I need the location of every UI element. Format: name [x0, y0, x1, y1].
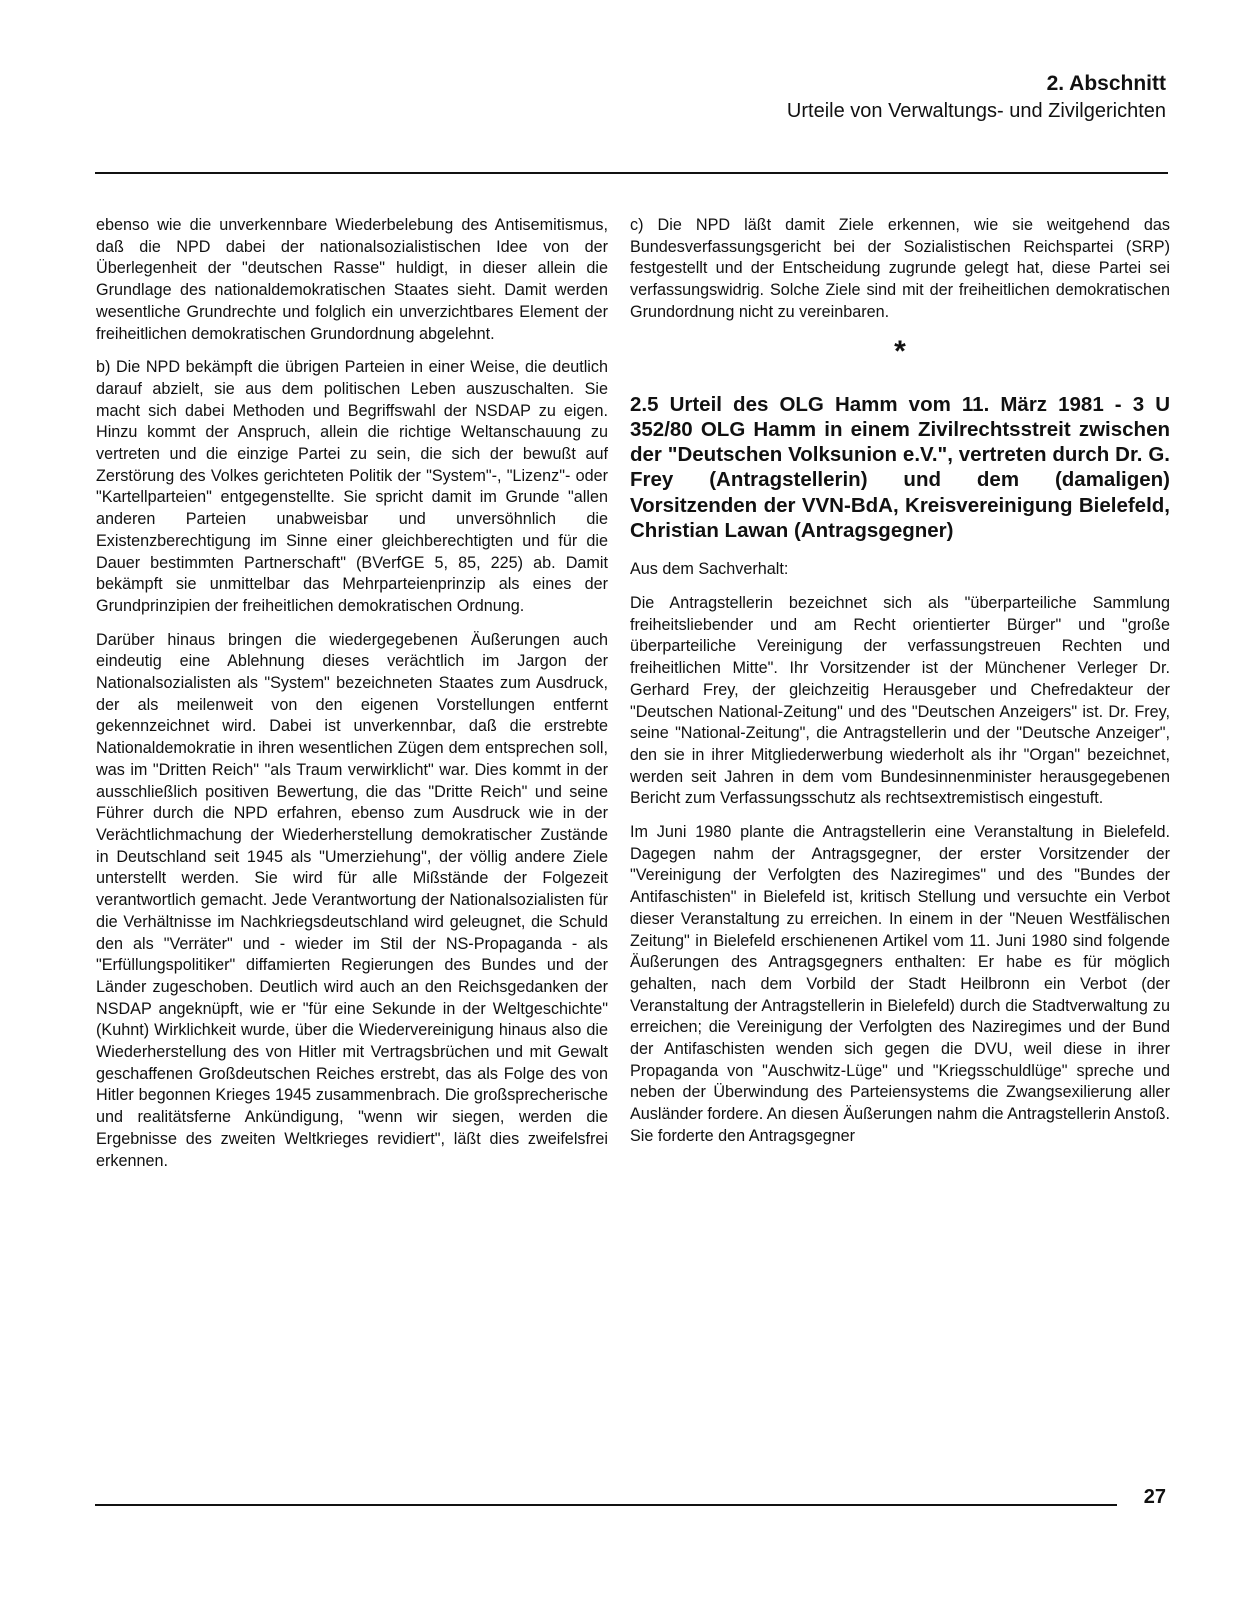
right-column: [630, 215, 1170, 1160]
section-number: 2. Abschnitt: [1046, 72, 1166, 95]
page-number: 27: [1143, 1486, 1166, 1508]
subheading: Aus dem Sachverhalt:: [630, 560, 789, 579]
left-column: [96, 215, 608, 1184]
paragraph: Im Juni 1980 plante die Antragstellerin eine Veranstaltung in Bielefeld. Dagegen nahm der Antragsgegner, der erster Vorsitzender der "Vereinigung der Verfolgten des Naziregimes" und des "Bundes der Antifaschisten" in Bielefeld ist, kritisch Stellung und versuchte ein Verbot dieser Veranstaltung zu erreichen. In einem in der "Neuen Westfälischen Zeitung" in Bielefeld erschienenen Artikel vom 11. Juni 1980 sind folgende Äußerungen des Antragsgegners enthalten: Er habe es für möglich gehalten, nach dem Vorbild der Stadt Heilbronn ein Verbot (der Veranstaltung der Antragstellerin in Bielefeld) durch die Stadtverwaltung zu erreichen; die Vereinigung der Verfolgten des Naziregimes und der Bund der Antifaschisten wenden sich gegen die DVU, weil diese in ihrer Propaganda von "Auschwitz-Lüge" und "Kriegsschuldlüge" spreche und neben der Überwindung des Parteiensystems die Zwangsexilierung aller Ausländer fordere. An diesen Äußerungen nahm die Antragstellerin Anstoß. Sie forderte den Antragsgegner: [630, 823, 1170, 1145]
judgment-heading: 2.5 Urteil des OLG Hamm vom 11. März 1981 - 3 U 352/80 OLG Hamm in einem Zivilrechtsstreit zwischen der "Deutschen Volksunion e.V.", vertreten durch Dr. G. Frey (Antragstellerin) und dem (damaligen) Vorsitzenden der VVN-BdA, Kreisvereinigung Bielefeld, Christian Lawan (Antragsgegner): [630, 392, 1170, 542]
paragraph: Darüber hinaus bringen die wiedergegebenen Äußerungen auch eindeutig eine Ablehnung dieses verächtlich im Jargon der Nationalsozialisten als "System" bezeichneten Staates zum Ausdruck, der als meilenweit von den eigenen Vorstellungen entfernt gekennzeichnet wird. Dabei ist unverkennbar, daß die erstrebte Nationaldemokratie in ihren wesentlichen Zügen dem entsprechen soll, was im "Dritten Reich" "als Traum verwirklicht" war. Dies kommt in der ausschließlich positiven Bewertung, die das "Dritte Reich" und seine Führer durch die NPD erfahren, ebenso zum Ausdruck wie in der Verächtlichmachung der Wiederherstellung demokratischer Zustände in Deutschland seit 1945 als "Umerziehung", der völlig andere Ziele unterstellt werden. Sie wird für alle Mißstände der Folgezeit verantwortlich gemacht. Jede Verantwortung der Nationalsozialisten für die Verhältnisse im Nachkriegsdeutschland wird geleugnet, die Schuld den als "Verräter" und - wieder im Stil der NS-Propaganda - als "Erfüllungspolitiker" diffamierten Regierungen des Bundes und der Länder zugeschoben. Deutlich wird auch an den Reichsgedanken der NSDAP angeknüpft, wie er "für eine Sekunde in der Weltgeschichte" (Kuhnt) Wirklichkeit wurde, über die Wiedervereinigung hinaus also die Wiederherstellung des von Hitler mit Vertragsbrüchen und mit Gewalt geschaffenen Großdeutschen Reiches erstrebt, das als Folge des von Hitler begonnen Krieges 1945 zusammenbrach. Die großsprecherische und realitätsferne Ankündigung, "wenn wir siegen, werden die Ergebnisse des zweiten Weltkrieges revidiert", läßt dies zweifelsfrei erkennen.: [96, 630, 608, 1170]
section-title: Urteile von Verwaltungs- und Zivilgerichten: [786, 100, 1166, 122]
paragraph: c) Die NPD läßt damit Ziele erkennen, wie sie weitgehend das Bundesverfassungsgericht bei der Sozialistischen Reichspartei (SRP) festgestellt und der Entscheidung zugrunde gelegt hat, diese Partei sei verfassungswidrig. Solche Ziele sind mit der freiheitlichen demokratischen Grundordnung nicht zu vereinbaren.: [630, 216, 1170, 321]
paragraph: Die Antragstellerin bezeichnet sich als "überparteiliche Sammlung freiheitsliebender und am Recht orientierter Bürger" und "große überparteiliche Vereinigung der verfassungstreuen Rechten und freiheitlichen Mitte". Ihr Vorsitzender ist der Münchener Verleger Dr. Gerhard Frey, der gleichzeitig Herausgeber und Chefredakteur der "Deutschen National-Zeitung" und des "Deutschen Anzeigers" ist. Dr. Frey, seine "National-Zeitung", die Antragstellerin und der "Deutsche Anzeiger", den sie in ihrer Mitgliederwerbung wiederholt als ihr "Organ" bezeichnet, werden seit Jahren in dem vom Bundesinnenminister herausgegebenen Bericht zum Verfassungsschutz als rechtsextremistisch eingestuft.: [630, 594, 1170, 808]
section-separator: *: [894, 334, 906, 368]
header-rule: [95, 172, 1168, 174]
section-header: [787, 70, 1166, 124]
paragraph: ebenso wie die unverkennbare Wiederbelebung des Antisemitismus, daß die NPD dabei der nationalsozialistischen Idee von der Überlegenheit der "deutschen Rasse" huldigt, in dieser allein die Grundlage des nationaldemokratischen Staates sieht. Damit werden wesentliche Grundrechte und folglich ein unverzichtbares Element der freiheitlichen demokratischen Grundordnung abgelehnt.: [96, 216, 608, 343]
paragraph: b) Die NPD bekämpft die übrigen Parteien in einer Weise, die deutlich darauf abzielt, sie aus dem politischen Leben auszuschalten. Sie macht sich dabei Methoden und Begriffswahl der NSDAP zu eigen. Hinzu kommt der Anspruch, allein die richtige Weltanschauung zu vertreten und die einzige Partei zu sein, die sich der bewußt auf Zerstörung des Volkes gerichteten Politik der "System"-, "Lizenz"- oder "Kartellparteien" entgegenstellte. Sie spricht damit im Grunde "allen anderen Parteien unabweisbar und unversöhnlich die Existenzberechtigung im Sinne einer gleichberechtigten und für die Dauer bestimmten Partnerschaft" (BVerfGE 5, 85, 225) ab. Damit bekämpft sie unmittelbar das Mehrparteienprinzip als eines der Grundprinzipien der freiheitlichen demokratischen Ordnung.: [96, 358, 608, 615]
footer-rule: [95, 1504, 1117, 1506]
